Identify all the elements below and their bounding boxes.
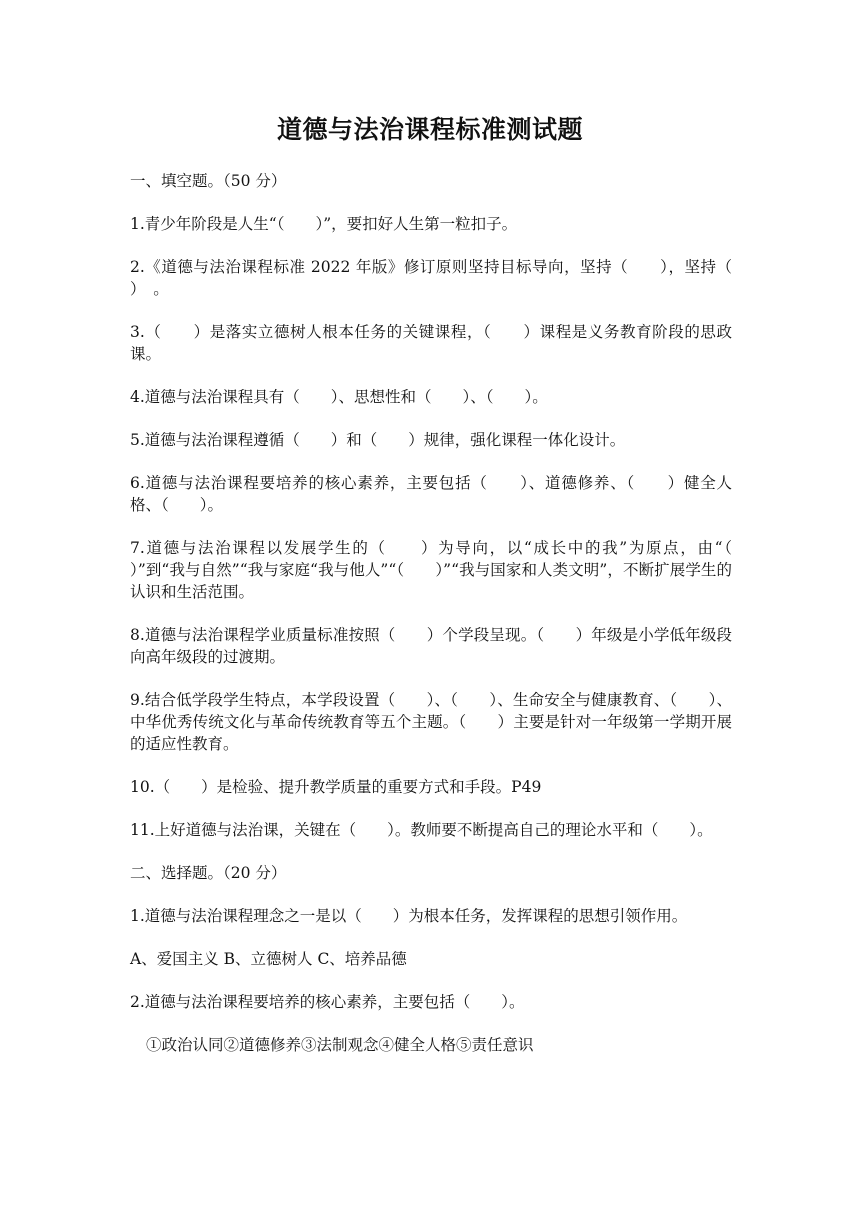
section-heading-choice: 二、选择题。（20 分）	[130, 864, 287, 882]
question-fill-10: 10.（ ）是检验、提升教学质量的重要方式和手段。P49	[130, 778, 542, 796]
question-choice-2-options: ①政治认同②道德修养③法制观念④健全人格⑤责任意识	[146, 1036, 534, 1054]
question-fill-4: 4.道德与法治课程具有（ ）、思想性和（ ）、（ ）。	[130, 388, 548, 406]
question-fill-6: 6.道德与法治课程要培养的核心素养，主要包括（ ）、道德修养、（ ）健全人格、（ ）。	[130, 474, 732, 514]
question-choice-1-options: A、爱国主义 B、立德树人 C、培养品德	[130, 950, 407, 968]
question-fill-7: 7.道德与法治课程以发展学生的（ ）为导向，以“成长中的我”为原点，由“（ ）”到“我与自然”“我与家庭“我与他人”“（ ）”“我与国家和人类文明”，不断扩展学生的认识和生活范围。	[130, 539, 764, 601]
question-choice-1: 1.道德与法治课程理念之一是以（ ）为根本任务，发挥课程的思想引领作用。	[130, 907, 688, 925]
section-heading-fill-in: 一、填空题。（50 分）	[130, 172, 287, 190]
question-fill-5: 5.道德与法治课程遵循（ ）和（ ）规律，强化课程一体化设计。	[130, 431, 626, 449]
question-fill-11: 11.上好道德与法治课，关键在（ ）。教师要不断提高自己的理论水平和（ ）。	[130, 821, 713, 839]
question-fill-9: 9.结合低学段学生特点，本学段设置（ ）、（ ）、生命安全与健康教育、（ ）、中华优秀传统文化与革命传统教育等五个主题。（ ）主要是针对一年级第一学期开展的适应性教育。	[130, 691, 732, 753]
question-fill-1: 1.青少年阶段是人生“（ ）”，要扣好人生第一粒扣子。	[130, 215, 518, 233]
question-fill-8: 8.道德与法治课程学业质量标准按照（ ）个学段呈现。（ ）年级是小学低年级段向高年级段的过渡期。	[130, 626, 732, 666]
document-title: 道德与法治课程标准测试题	[276, 115, 583, 144]
document-body	[130, 170, 764, 1077]
question-fill-2: 2.《道德与法治课程标准 2022 年版》修订原则坚持目标导向，坚持（ ），坚持（ ） 。	[130, 258, 764, 298]
question-choice-2: 2.道德与法治课程要培养的核心素养，主要包括（ ）。	[130, 993, 525, 1011]
question-fill-3: 3.（ ）是落实立德树人根本任务的关键课程，（ ）课程是义务教育阶段的思政课。	[130, 323, 732, 363]
